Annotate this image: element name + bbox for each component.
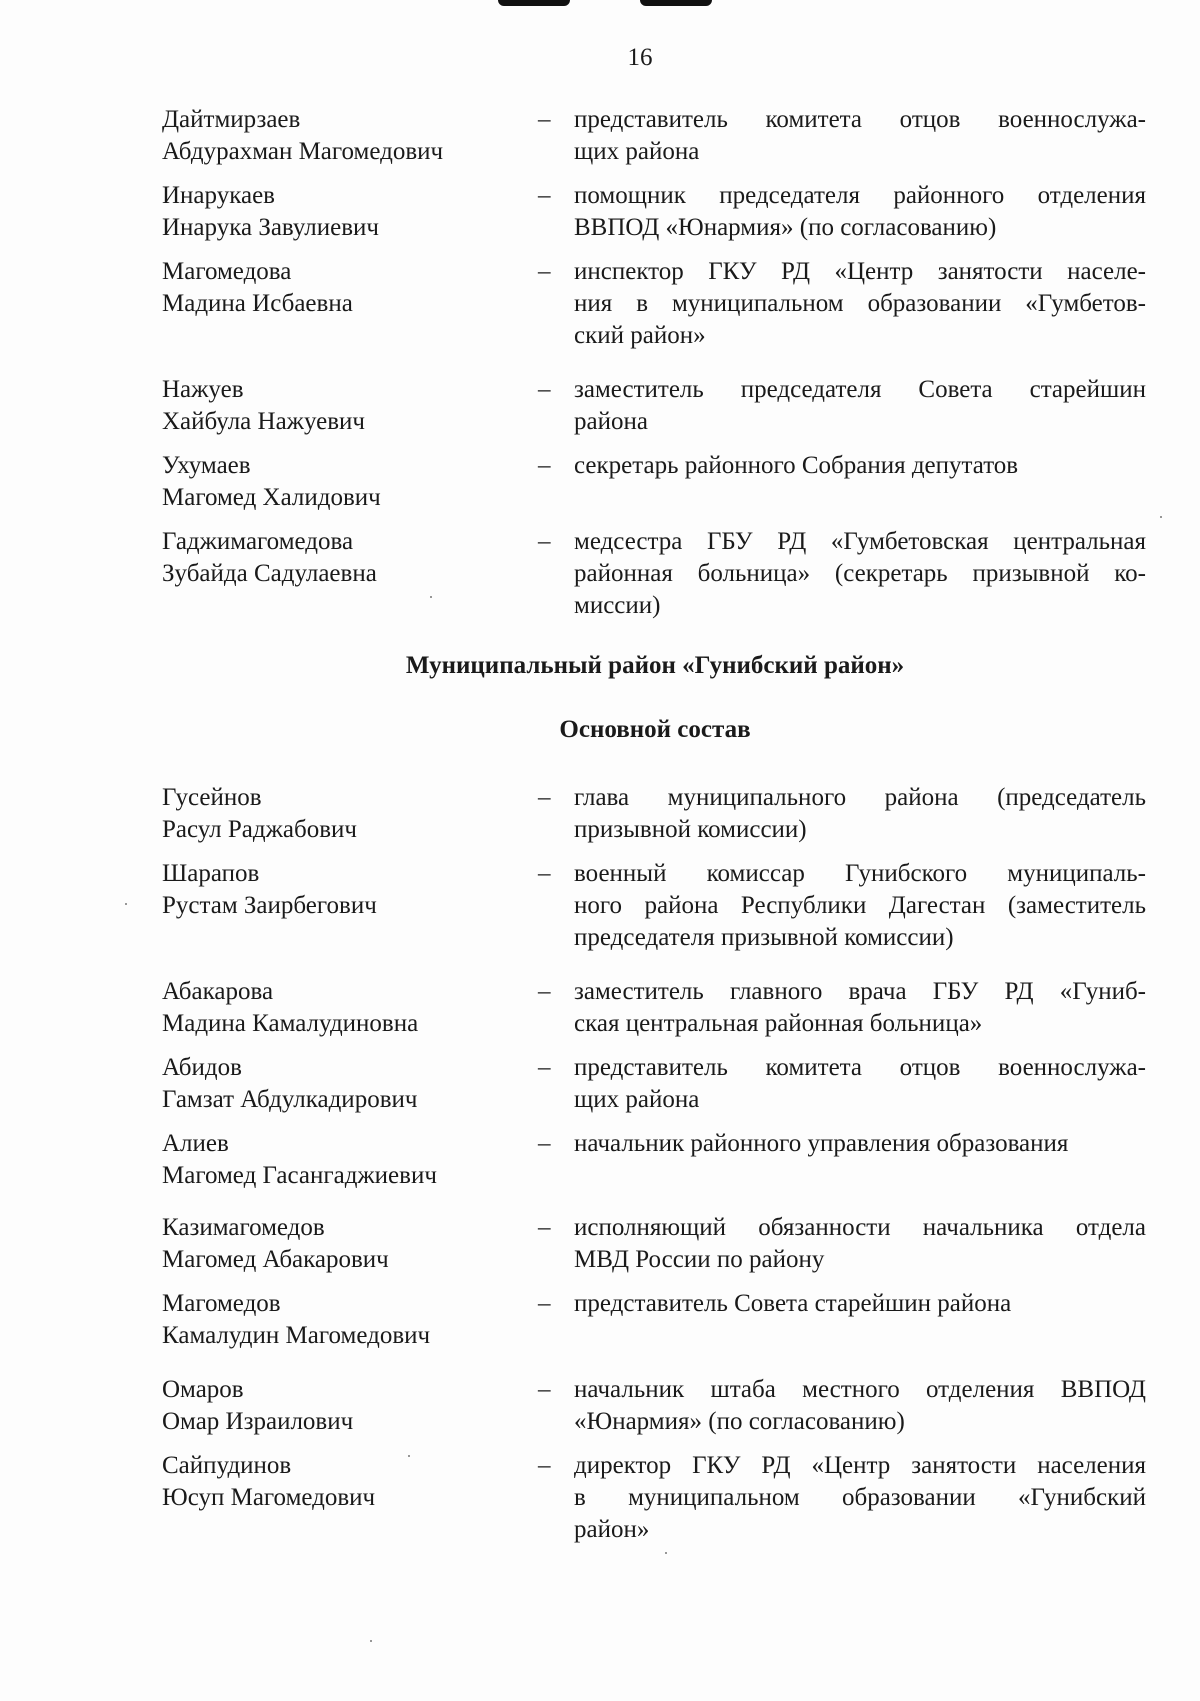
role-line: заместитель главного врача ГБУ РД «Гуниб- bbox=[574, 978, 1146, 1005]
member-surname: Шарапов bbox=[162, 860, 260, 887]
member-row bbox=[0, 1374, 1200, 1438]
member-name bbox=[162, 104, 522, 168]
role-line: начальник штаба местного отделения ВВПОД bbox=[574, 1376, 1146, 1403]
role-dash: – bbox=[538, 978, 551, 1005]
role-line: призывной комиссии) bbox=[574, 816, 807, 843]
role-line: ВВПОД «Юнармия» (по согласованию) bbox=[574, 214, 997, 241]
member-surname: Магомедов bbox=[162, 1290, 281, 1317]
role-line: район» bbox=[574, 1516, 650, 1543]
member-surname: Дайтмирзаев bbox=[162, 106, 301, 133]
role-line: ния в муниципальном образовании «Гумбетов- bbox=[574, 290, 1146, 317]
member-row bbox=[0, 374, 1200, 438]
role-line: щих района bbox=[574, 138, 700, 165]
member-surname: Абакарова bbox=[162, 978, 274, 1005]
member-name bbox=[162, 1288, 522, 1352]
role-dash: – bbox=[538, 182, 551, 209]
member-given-name: Омар Израилович bbox=[162, 1408, 354, 1435]
role-dash: – bbox=[538, 1452, 551, 1479]
member-given-name: Рустам Заирбегович bbox=[162, 892, 377, 919]
member-role bbox=[574, 1288, 1146, 1320]
member-name bbox=[162, 1052, 522, 1116]
member-role bbox=[574, 104, 1146, 168]
role-dash: – bbox=[538, 258, 551, 285]
member-row bbox=[0, 450, 1200, 514]
role-dash: – bbox=[538, 452, 551, 479]
member-role bbox=[574, 1450, 1146, 1546]
member-surname: Алиев bbox=[162, 1130, 229, 1157]
role-line: щих района bbox=[574, 1086, 700, 1113]
member-given-name: Магомед Абакарович bbox=[162, 1246, 389, 1273]
role-line: начальник районного управления образования bbox=[574, 1130, 1069, 1157]
role-line: представитель комитета отцов военнослужа- bbox=[574, 1054, 1146, 1081]
role-line: медсестра ГБУ РД «Гумбетовская центральная bbox=[574, 528, 1146, 555]
district-heading: Муниципальный район «Гунибский район» bbox=[405, 652, 905, 679]
scan-speck bbox=[1160, 516, 1162, 518]
role-line: секретарь районного Собрания депутатов bbox=[574, 452, 1019, 479]
member-row bbox=[0, 782, 1200, 846]
member-name bbox=[162, 526, 522, 590]
member-row bbox=[0, 1052, 1200, 1116]
member-surname: Ухумаев bbox=[162, 452, 251, 479]
role-line: директор ГКУ РД «Центр занятости населения bbox=[574, 1452, 1146, 1479]
member-name bbox=[162, 976, 522, 1040]
role-dash: – bbox=[538, 106, 551, 133]
member-name bbox=[162, 450, 522, 514]
role-line: в муниципальном образовании «Гунибский bbox=[574, 1484, 1146, 1511]
member-name bbox=[162, 180, 522, 244]
member-name bbox=[162, 256, 522, 320]
composition-subheading: Основной состав bbox=[559, 716, 751, 743]
role-dash: – bbox=[538, 1290, 551, 1317]
role-line: председателя призывной комиссии) bbox=[574, 924, 954, 951]
member-name bbox=[162, 374, 522, 438]
role-line: района bbox=[574, 408, 648, 435]
member-row bbox=[0, 976, 1200, 1040]
member-row bbox=[0, 256, 1200, 352]
member-role bbox=[574, 976, 1146, 1040]
member-role bbox=[574, 858, 1146, 954]
role-dash: – bbox=[538, 1214, 551, 1241]
role-dash: – bbox=[538, 528, 551, 555]
role-line: исполняющий обязанности начальника отдела bbox=[574, 1214, 1146, 1241]
member-name bbox=[162, 782, 522, 846]
role-line: МВД России по району bbox=[574, 1246, 825, 1273]
scan-speck bbox=[408, 1455, 410, 1457]
scan-speck bbox=[430, 596, 432, 598]
role-dash: – bbox=[538, 784, 551, 811]
member-given-name: Зубайда Садулаевна bbox=[162, 560, 377, 587]
member-surname: Нажуев bbox=[162, 376, 244, 403]
member-row bbox=[0, 526, 1200, 622]
member-given-name: Инарука Завулиевич bbox=[162, 214, 379, 241]
member-name bbox=[162, 1212, 522, 1276]
role-dash: – bbox=[538, 1376, 551, 1403]
member-surname: Казимагомедов bbox=[162, 1214, 325, 1241]
role-line: представитель комитета отцов военнослужа- bbox=[574, 106, 1146, 133]
role-dash: – bbox=[538, 1130, 551, 1157]
member-row bbox=[0, 1288, 1200, 1352]
role-line: глава муниципального района (председатель bbox=[574, 784, 1146, 811]
role-dash: – bbox=[538, 1054, 551, 1081]
member-name bbox=[162, 1450, 522, 1514]
member-given-name: Гамзат Абдулкадирович bbox=[162, 1086, 418, 1113]
member-given-name: Расул Раджабович bbox=[162, 816, 357, 843]
member-row bbox=[0, 104, 1200, 168]
role-line: заместитель председателя Совета старейшин bbox=[574, 376, 1146, 403]
role-line: ский район» bbox=[574, 322, 706, 349]
member-row bbox=[0, 180, 1200, 244]
member-row bbox=[0, 1128, 1200, 1192]
member-given-name: Мадина Исбаевна bbox=[162, 290, 353, 317]
member-name bbox=[162, 1374, 522, 1438]
member-role bbox=[574, 256, 1146, 352]
member-given-name: Магомед Халидович bbox=[162, 484, 381, 511]
member-role bbox=[574, 374, 1146, 438]
member-given-name: Магомед Гасангаджиевич bbox=[162, 1162, 437, 1189]
scan-speck bbox=[125, 903, 127, 905]
role-line: районная больница» (секретарь призывной ко- bbox=[574, 560, 1146, 587]
role-line: военный комиссар Гунибского муниципаль- bbox=[574, 860, 1146, 887]
member-given-name: Камалудин Магомедович bbox=[162, 1322, 431, 1349]
member-surname: Инарукаев bbox=[162, 182, 275, 209]
member-role bbox=[574, 1374, 1146, 1438]
role-line: представитель Совета старейшин района bbox=[574, 1290, 1012, 1317]
role-line: помощник председателя районного отделения bbox=[574, 182, 1146, 209]
member-given-name: Абдурахман Магомедович bbox=[162, 138, 444, 165]
binding-mark bbox=[640, 0, 712, 6]
member-role bbox=[574, 1128, 1146, 1160]
member-surname: Сайпудинов bbox=[162, 1452, 292, 1479]
member-given-name: Юсуп Магомедович bbox=[162, 1484, 376, 1511]
role-dash: – bbox=[538, 860, 551, 887]
page-number: 16 bbox=[627, 44, 653, 71]
member-name bbox=[162, 1128, 522, 1192]
role-dash: – bbox=[538, 376, 551, 403]
member-surname: Магомедова bbox=[162, 258, 292, 285]
member-role bbox=[574, 450, 1146, 482]
member-row bbox=[0, 1450, 1200, 1546]
member-name bbox=[162, 858, 522, 922]
role-line: инспектор ГКУ РД «Центр занятости населе- bbox=[574, 258, 1146, 285]
member-surname: Гусейнов bbox=[162, 784, 262, 811]
scan-speck bbox=[665, 1552, 667, 1554]
scan-speck bbox=[370, 1640, 372, 1642]
commission-members-list bbox=[0, 104, 1200, 634]
role-line: «Юнармия» (по согласованию) bbox=[574, 1408, 905, 1435]
member-given-name: Хайбула Нажуевич bbox=[162, 408, 365, 435]
member-role bbox=[574, 782, 1146, 846]
main-composition-list bbox=[0, 782, 1200, 1558]
member-surname: Гаджимагомедова bbox=[162, 528, 354, 555]
role-line: ская центральная районная больница» bbox=[574, 1010, 983, 1037]
role-line: ного района Республики Дагестан (заместитель bbox=[574, 892, 1146, 919]
binding-mark bbox=[498, 0, 570, 6]
member-given-name: Мадина Камалудиновна bbox=[162, 1010, 419, 1037]
member-role bbox=[574, 526, 1146, 622]
member-role bbox=[574, 180, 1146, 244]
member-role bbox=[574, 1212, 1146, 1276]
member-surname: Омаров bbox=[162, 1376, 244, 1403]
member-role bbox=[574, 1052, 1146, 1116]
member-row bbox=[0, 858, 1200, 954]
member-surname: Абидов bbox=[162, 1054, 242, 1081]
role-line: миссии) bbox=[574, 592, 661, 619]
member-row bbox=[0, 1212, 1200, 1276]
